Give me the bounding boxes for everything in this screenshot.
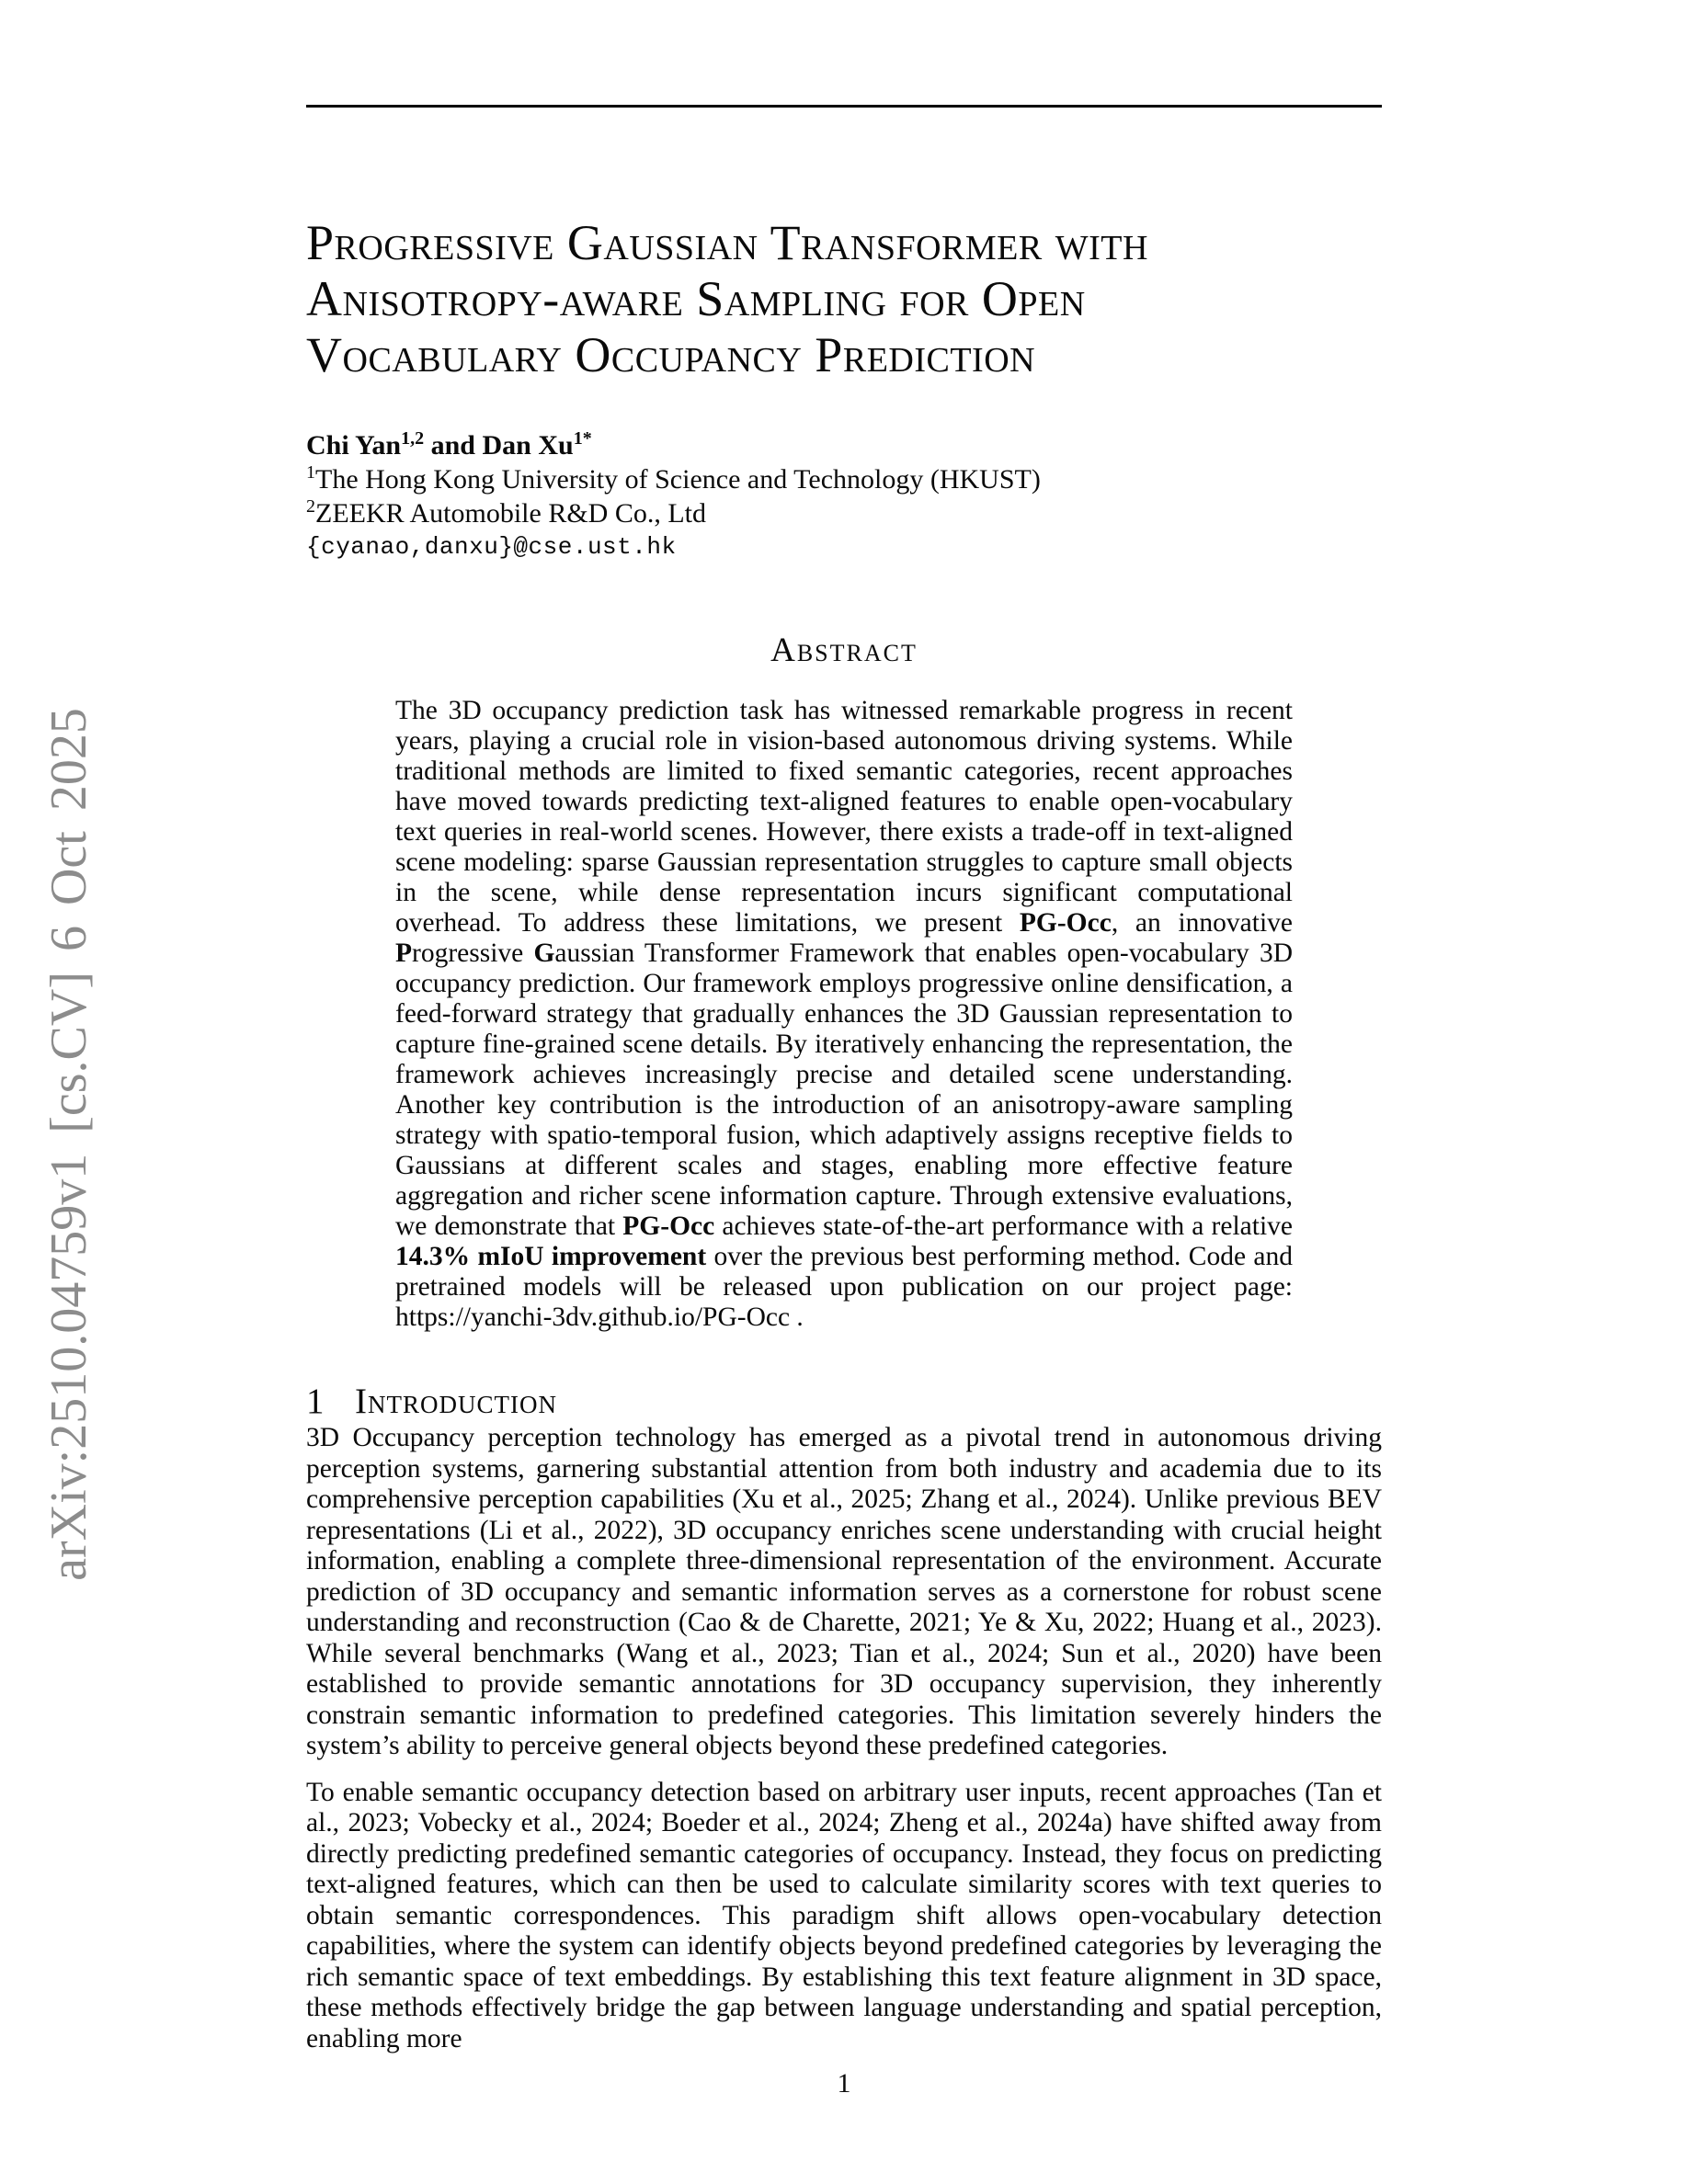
affiliation-2-marker: 2 <box>306 496 315 517</box>
title-line-3: Vocabulary Occupancy Prediction <box>306 327 1036 382</box>
author-affil-marker-1: 1,2 <box>401 428 425 449</box>
paper-title <box>306 215 1455 383</box>
abstract-seg-4: rogressive <box>412 938 534 968</box>
abstract-seg-0: The 3D occupancy prediction task has witnessed remarkable progress in recent years, playing a crucial role in vision-based autonomous driving systems. While traditional methods are limited to fixed semantic categories, recent approaches have moved towards predicting text-aligned features to enable open-vocabulary text queries in real-world scenes. However, there exists a trade-off in text-aligned scene modeling: sparse Gaussian representation struggles to capture small objects in the scene, while dense representation incurs significant computational overhead. To address these limitations, we present <box>395 696 1293 938</box>
section-number: 1 <box>306 1382 325 1421</box>
abstract-seg-8: achieves state-of-the-art performance with a relative <box>714 1211 1293 1241</box>
author-name-1: Chi Yan <box>306 430 402 461</box>
abstract-seg-3: P <box>395 938 413 968</box>
abstract-text <box>395 696 1293 1333</box>
authors-line <box>306 428 1041 462</box>
abstract-seg-5: G <box>533 938 555 968</box>
section-title: Introduction <box>355 1382 557 1421</box>
affiliation-1 <box>306 462 1041 496</box>
affiliation-2-text: ZEEKR Automobile R&D Co., Ltd <box>315 498 706 529</box>
affiliation-1-text: The Hong Kong University of Science and Technology (HKUST) <box>315 464 1041 495</box>
author-name-2: Dan Xu <box>482 430 574 461</box>
abstract-seg-7: PG-Occ <box>622 1211 715 1241</box>
section-heading-introduction <box>306 1381 557 1422</box>
abstract-seg-6: aussian Transformer Framework that enables open-vocabulary 3D occupancy prediction. Our framework employs progressive online densification, a feed-forward strategy that gradually enhances the 3D Gaussian representation to capture fine-grained scene details. By iteratively enhancing the representation, the framework achieves increasingly precise and detailed scene understanding. Another key contribution is the introduction of an anisotropy-aware sampling strategy with spatio-temporal fusion, which adaptively assigns receptive fields to Gaussians at different scales and stages, enabling more effective feature aggregation and richer scene information capture. Through extensive evaluations, we demonstrate that <box>395 938 1293 1241</box>
intro-paragraph-1: 3D Occupancy perception technology has emerged as a pivotal trend in autonomous driving perception systems, garnering substantial attention from both industry and academia due to its comprehensive perception capabilities (Xu et al., 2025; Zhang et al., 2024). Unlike previous BEV representations (Li et al., 2022), 3D occupancy enriches scene understanding with crucial height information, enabling a complete three-dimensional representation of the environment. Accurate prediction of 3D occupancy and semantic information serves as a cornerstone for robust scene understanding and reconstruction (Cao & de Charette, 2021; Ye & Xu, 2022; Huang et al., 2023). While several benchmarks (Wang et al., 2023; Tian et al., 2024; Sun et al., 2020) have been established to provide semantic annotations for 3D occupancy supervision, they inherently constrain semantic information to predefined categories. This limitation severely hinders the system’s ability to perceive general objects beyond these predefined categories. <box>306 1423 1382 1760</box>
title-line-1: Progressive Gaussian Transformer with <box>306 215 1148 270</box>
affiliation-2 <box>306 496 1041 530</box>
header-rule <box>306 105 1382 108</box>
introduction-body <box>306 1423 1382 2054</box>
intro-paragraph-2: To enable semantic occupancy detection based on arbitrary user inputs, recent approaches (Tan et al., 2023; Vobecky et al., 2024; Boeder et al., 2024; Zheng et al., 2024a) have shifted away from directly predicting predefined semantic categories of occupancy. Instead, they focus on predicting text-aligned features, which can then be used to calculate similarity scores with text queries to obtain semantic correspondences. This paradigm shift allows open-vocabulary detection capabilities, where the system can identify objects beyond predefined categories by leveraging the rich semantic space of text embeddings. By establishing this text feature alignment in 3D space, these methods effectively bridge the gap between language understanding and spatial perception, enabling more <box>306 1777 1382 2053</box>
abstract-heading: Abstract <box>770 631 918 669</box>
authors-joiner: and <box>424 430 483 461</box>
arxiv-watermark: arXiv:2510.04759v1 [cs.CV] 6 Oct 2025 <box>40 708 97 1581</box>
abstract-seg-2: , an innovative <box>1111 908 1293 938</box>
abstract-seg-10: over the previous best performing method. Code and pretrained models will be released upon publication on our project page: https://yanchi-3dv.github.io/PG-Occ . <box>395 1242 1293 1332</box>
author-block <box>306 428 1041 564</box>
author-email: {cyanao,danxu}@cse.ust.hk <box>306 533 677 561</box>
affiliation-1-marker: 1 <box>306 462 315 483</box>
title-line-2: Anisotropy-aware Sampling for Open <box>306 271 1086 326</box>
author-affil-marker-2: 1* <box>573 428 592 449</box>
abstract-seg-1: PG-Occ <box>1019 908 1112 938</box>
abstract-seg-9: 14.3% mIoU improvement <box>395 1242 707 1271</box>
page-number: 1 <box>837 2068 851 2099</box>
